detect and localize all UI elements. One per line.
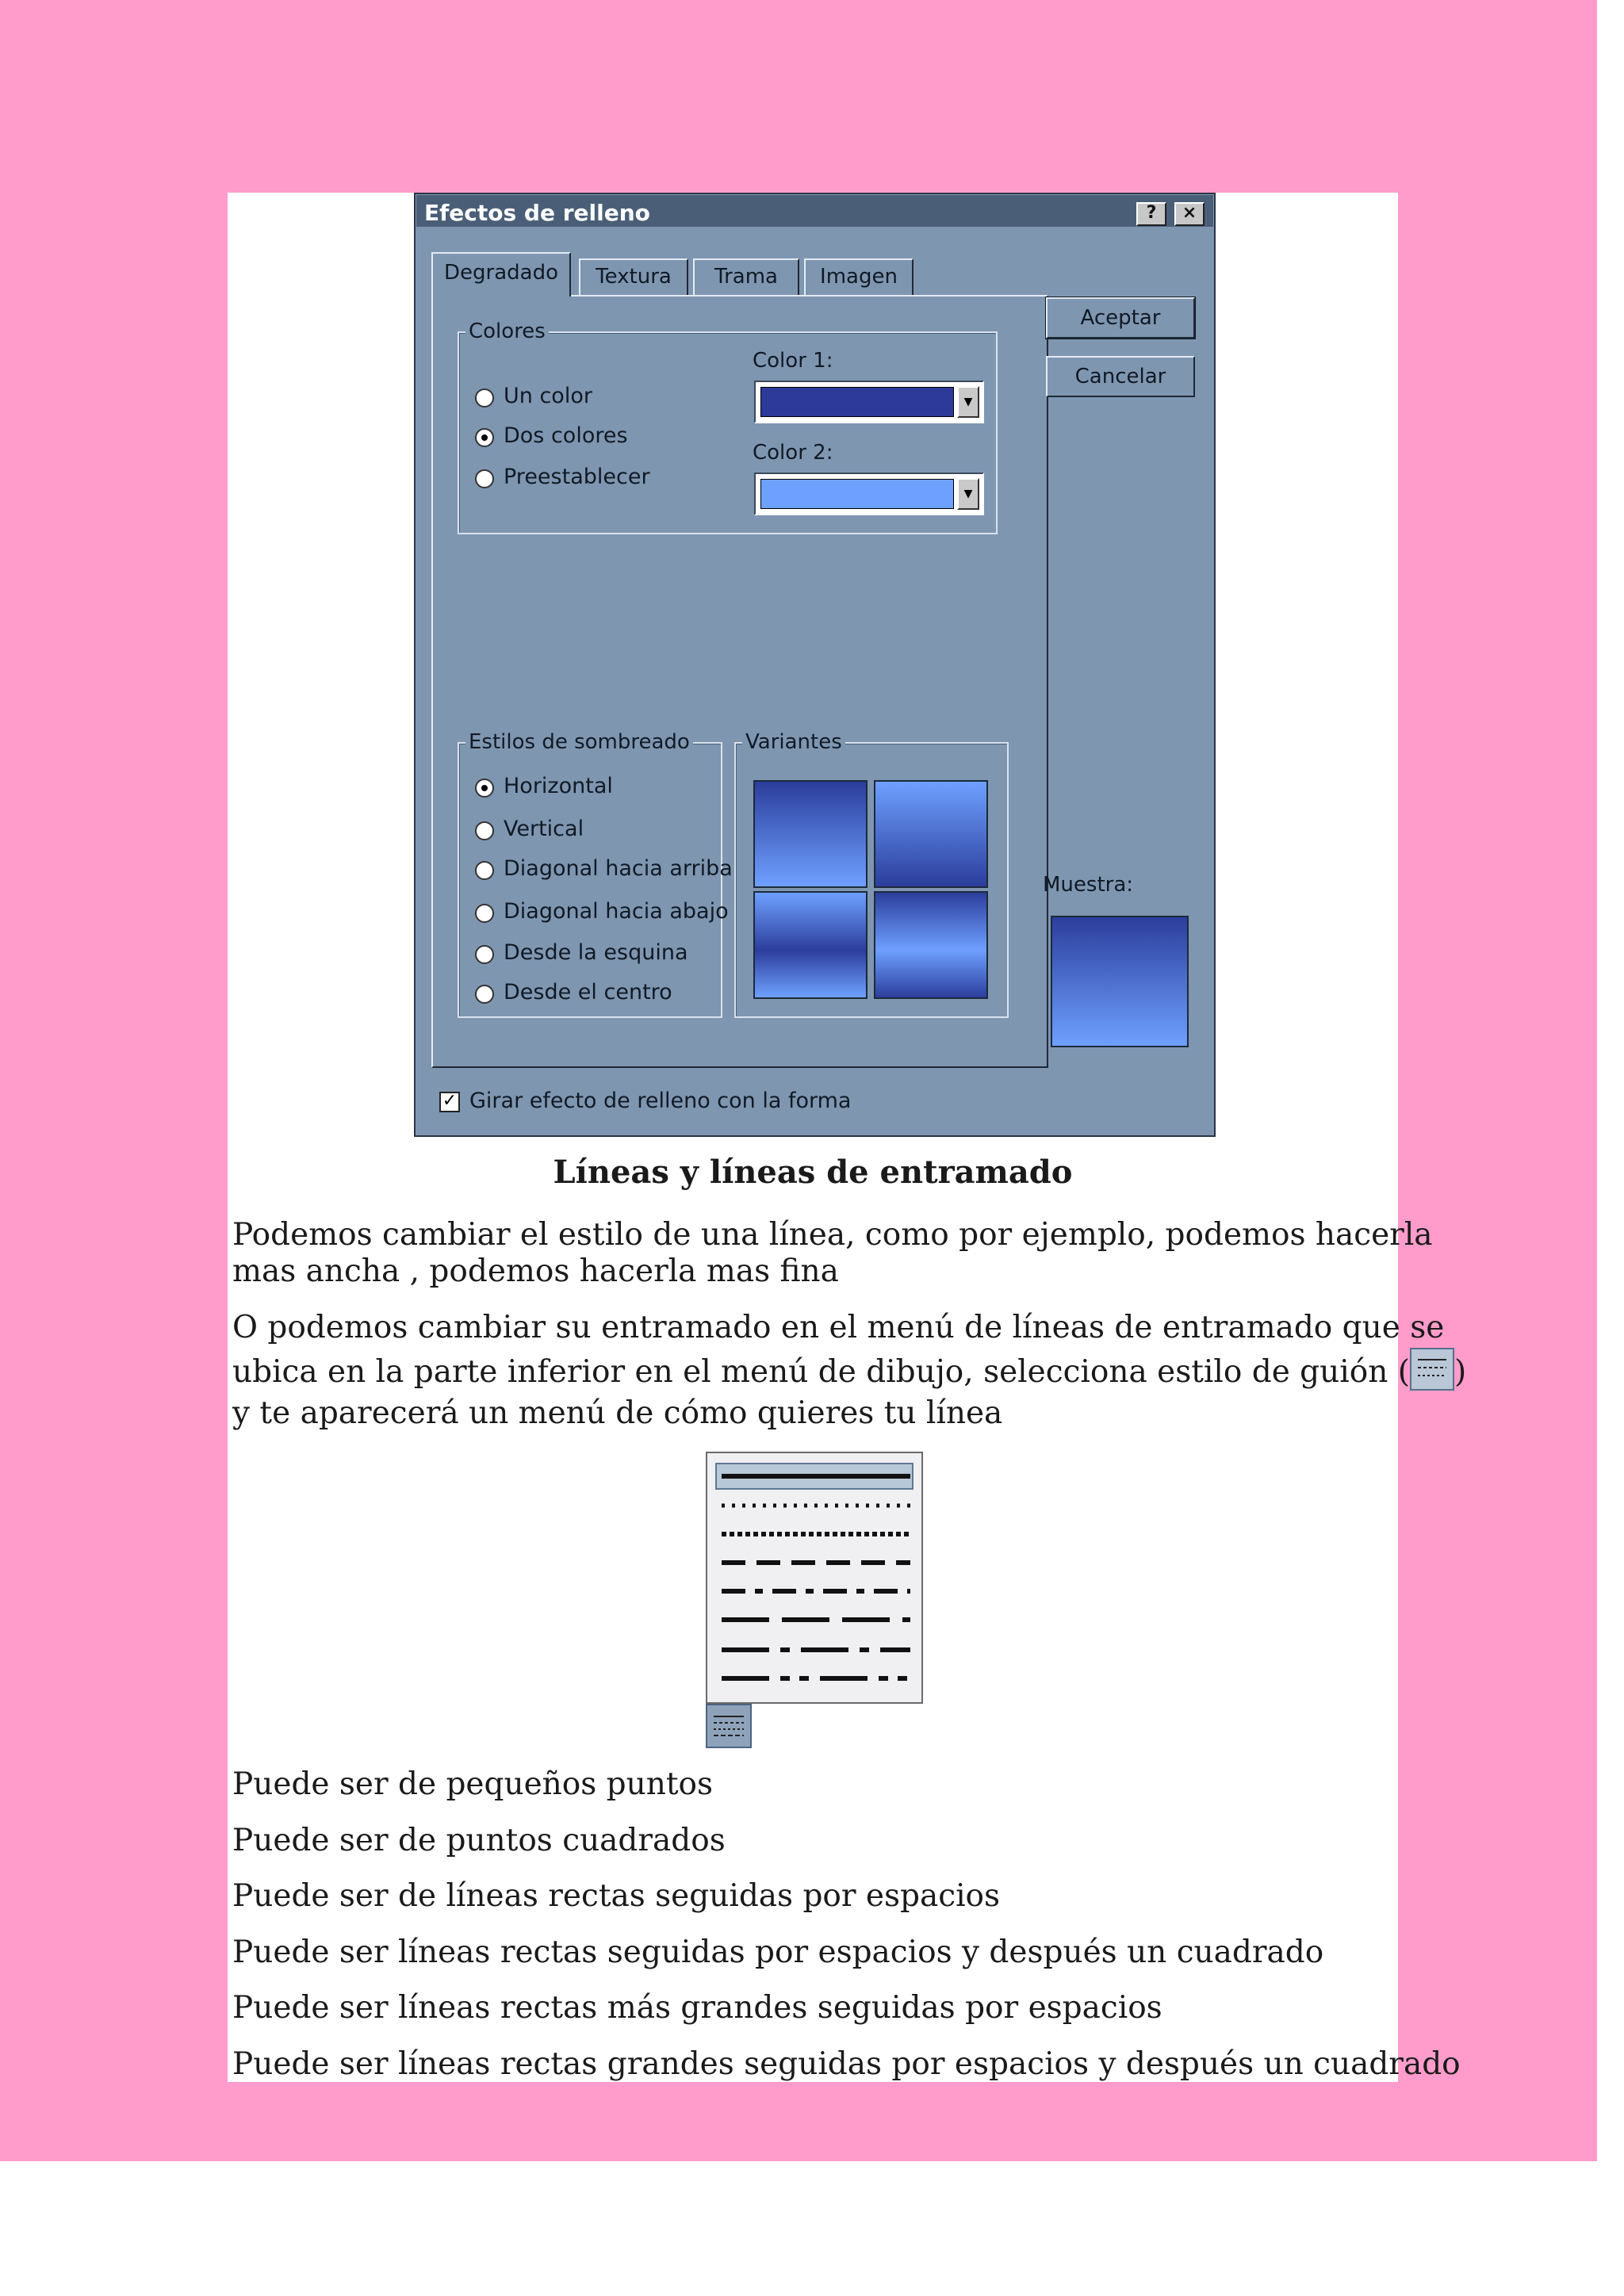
- rotate-fill-label: Girar efecto de relleno con la forma: [469, 1089, 852, 1113]
- dash-options-drawing: [707, 1453, 925, 1705]
- dash-style-button[interactable]: [706, 1704, 752, 1748]
- radio-label: Preestablecer: [504, 465, 650, 489]
- variant-4[interactable]: [874, 891, 988, 999]
- rotate-fill-checkbox[interactable]: ✓: [439, 1092, 460, 1112]
- color2-label: Color 2:: [753, 441, 833, 465]
- radio-label: Desde el centro: [504, 980, 672, 1004]
- list-item: Puede ser de líneas rectas seguidas por espacios: [232, 1878, 1001, 1914]
- dash-style-icon: [1410, 1348, 1454, 1391]
- color1-dropdown[interactable]: [754, 381, 984, 423]
- paragraph-line: y te aparecerá un menú de cómo quieres tu línea: [232, 1395, 1003, 1431]
- paragraph-line: [232, 1348, 1466, 1391]
- radio-button-selected[interactable]: [475, 779, 494, 798]
- title-bar: [416, 195, 1213, 227]
- colors-group: [458, 320, 998, 534]
- radio-button-selected[interactable]: [475, 428, 494, 447]
- paragraph-line: mas ancha , podemos hacerla mas fina: [232, 1253, 839, 1289]
- dialog-title: Efectos de relleno: [424, 200, 650, 226]
- list-item: Puede ser líneas rectas grandes seguidas por espacios y después un cuadrado: [232, 2046, 1461, 2082]
- list-item: Puede ser de puntos cuadrados: [232, 1823, 726, 1858]
- radio-label: Diagonal hacia arriba: [504, 856, 733, 881]
- radio-button[interactable]: [475, 388, 494, 408]
- variant-2[interactable]: [874, 780, 988, 888]
- dash-style-icon: [707, 1705, 750, 1747]
- variants-group: [734, 730, 1009, 1018]
- color2-dropdown[interactable]: [754, 473, 984, 515]
- sample-preview: [1051, 916, 1189, 1047]
- paragraph-text: ): [1454, 1354, 1467, 1390]
- list-item: Puede ser líneas rectas seguidas por espacios y después un cuadrado: [232, 1934, 1324, 1970]
- variants-legend: Variantes: [742, 730, 845, 754]
- radio-label: Horizontal: [504, 774, 613, 798]
- radio-button[interactable]: [475, 469, 494, 488]
- chevron-down-icon[interactable]: ▼: [957, 478, 979, 510]
- radio-button[interactable]: [475, 985, 494, 1004]
- shading-legend: Estilos de sombreado: [465, 730, 693, 754]
- accept-button[interactable]: Aceptar: [1046, 297, 1195, 339]
- sample-label: Muestra:: [1043, 873, 1134, 897]
- close-button[interactable]: ×: [1174, 202, 1205, 226]
- tab-degradado[interactable]: Degradado: [431, 252, 571, 297]
- radio-label: Desde la esquina: [504, 940, 688, 965]
- radio-button[interactable]: [475, 904, 494, 923]
- radio-button[interactable]: [475, 945, 494, 964]
- paragraph-text: ubica en la parte inferior en el menú de dibujo, selecciona estilo de guión (: [232, 1354, 1410, 1390]
- radio-label: Vertical: [504, 817, 584, 841]
- help-button[interactable]: ?: [1136, 202, 1166, 226]
- fill-effects-dialog: [414, 193, 1216, 1137]
- radio-label: Diagonal hacia abajo: [504, 899, 729, 924]
- shading-styles-group: [458, 730, 733, 1018]
- tab-imagen[interactable]: Imagen: [804, 258, 914, 295]
- paragraph-line: O podemos cambiar su entramado en el menú de líneas de entramado que se: [232, 1310, 1445, 1345]
- section-heading: Líneas y líneas de entramado: [553, 1154, 1073, 1191]
- tab-trama[interactable]: Trama: [693, 258, 799, 295]
- variant-3[interactable]: [753, 891, 868, 999]
- radio-label: Dos colores: [504, 423, 628, 448]
- variant-1[interactable]: [753, 780, 868, 888]
- radio-button[interactable]: [475, 861, 494, 880]
- tab-textura[interactable]: Textura: [579, 258, 688, 295]
- paragraph-line: Podemos cambiar el estilo de una línea, como por ejemplo, podemos hacerla: [232, 1217, 1433, 1253]
- list-item: Puede ser de pequeños puntos: [232, 1766, 714, 1802]
- colors-legend: Colores: [465, 320, 549, 343]
- color1-label: Color 1:: [753, 349, 833, 373]
- color1-swatch: [760, 387, 954, 417]
- radio-label: Un color: [504, 384, 592, 408]
- list-item: Puede ser líneas rectas más grandes seguidas por espacios: [232, 1990, 1162, 2026]
- color2-swatch: [760, 479, 954, 509]
- cancel-button[interactable]: Cancelar: [1046, 356, 1195, 397]
- radio-button[interactable]: [475, 821, 494, 840]
- dash-style-menu: [706, 1452, 923, 1704]
- chevron-down-icon[interactable]: ▼: [957, 386, 979, 418]
